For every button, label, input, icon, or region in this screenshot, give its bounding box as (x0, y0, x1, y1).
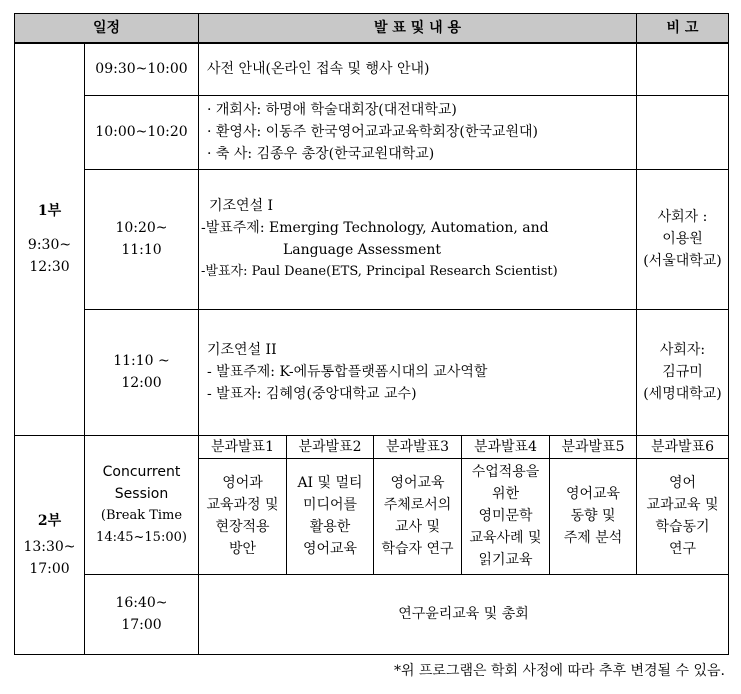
table-row (15, 43, 729, 95)
table-row (15, 169, 729, 309)
content-line: 기조연설 I (209, 198, 274, 214)
row-time: 09:30~10:00 (85, 43, 199, 95)
session-topic: AI 및 멀티 미디어를 활용한 영어교육 (287, 458, 374, 574)
content-line: 사전 안내(온라인 접속 및 행사 안내) (207, 61, 430, 78)
concurrent-title: Concurrent Session (102, 463, 181, 502)
part2-time: 13:30~ 17:00 (23, 538, 76, 577)
content-line: - 발표주제: K-에듀통합플랫폼시대의 교사역할 (207, 364, 488, 380)
row-remark: 사회자 : 이용원 (서울대학교) (637, 169, 729, 309)
part2-cell (15, 435, 85, 654)
header-row (15, 14, 729, 44)
session-topic: 수업적용을 위한 영미문학 교육사례 및 읽기교육 (462, 458, 550, 574)
table-row (15, 435, 729, 458)
session-topic: 영어과 교육과정 및 현장적용 방안 (199, 458, 287, 574)
row-time: 10:20~ 11:10 (85, 169, 199, 309)
content-line: -발표주제: Emerging Technology, Automation, and (201, 220, 549, 236)
row-time: 10:00~10:20 (85, 95, 199, 169)
session-label: 분과발표5 (550, 435, 637, 458)
content-line: · 환영사: 이동주 한국영어교과교육학회장(한국교원대) (207, 124, 538, 140)
header-schedule: 일정 (15, 14, 199, 44)
content-line: -발표자: Paul Deane(ETS, Principal Research Scientist) (201, 264, 558, 279)
content-line: · 개회사: 하명애 학술대회장(대전대학교) (207, 102, 457, 118)
part1-time: 9:30~ 12:30 (27, 237, 72, 276)
header-remarks: 비 고 (637, 14, 729, 44)
part2-name: 2부 (37, 512, 62, 529)
table-row (15, 95, 729, 169)
row-content (199, 169, 637, 309)
closing-time: 16:40~ 17:00 (85, 574, 199, 654)
content-line: Language Assessment (283, 242, 442, 258)
header-content: 발 표 및 내 용 (199, 14, 637, 44)
row-remark: 사회자: 김규미 (세명대학교) (637, 309, 729, 435)
closing-content: 연구윤리교육 및 총회 (199, 574, 729, 654)
session-topic: 영어교육 주체로서의 교사 및 학습자 연구 (374, 458, 462, 574)
content-line: · 축 사: 김종우 총장(한국교원대학교) (207, 146, 435, 162)
row-content (199, 95, 637, 169)
session-label: 분과발표3 (374, 435, 462, 458)
row-time: 11:10 ~ 12:00 (85, 309, 199, 435)
table-row (15, 309, 729, 435)
row-content (199, 309, 637, 435)
session-topic: 영어교육 동향 및 주제 분석 (550, 458, 637, 574)
session-label: 분과발표6 (637, 435, 729, 458)
row-remark (637, 43, 729, 95)
content-line: 기조연설 II (207, 342, 277, 358)
session-topic: 영어 교과교육 및 학습동기 연구 (637, 458, 729, 574)
footnote: *위 프로그램은 학회 사정에 따라 추후 변경될 수 있음. (393, 663, 725, 679)
content-line: - 발표자: 김혜영(중앙대학교 교수) (207, 386, 417, 402)
table-row (15, 574, 729, 654)
row-remark (637, 95, 729, 169)
part1-name: 1부 (37, 203, 62, 220)
part1-cell (15, 43, 85, 435)
concurrent-cell (85, 435, 199, 574)
program-table (14, 13, 729, 655)
break-time: (Break Time 14:45~15:00) (96, 507, 187, 545)
session-label: 분과발표1 (199, 435, 287, 458)
session-label: 분과발표4 (462, 435, 550, 458)
row-content (199, 43, 637, 95)
session-label: 분과발표2 (287, 435, 374, 458)
